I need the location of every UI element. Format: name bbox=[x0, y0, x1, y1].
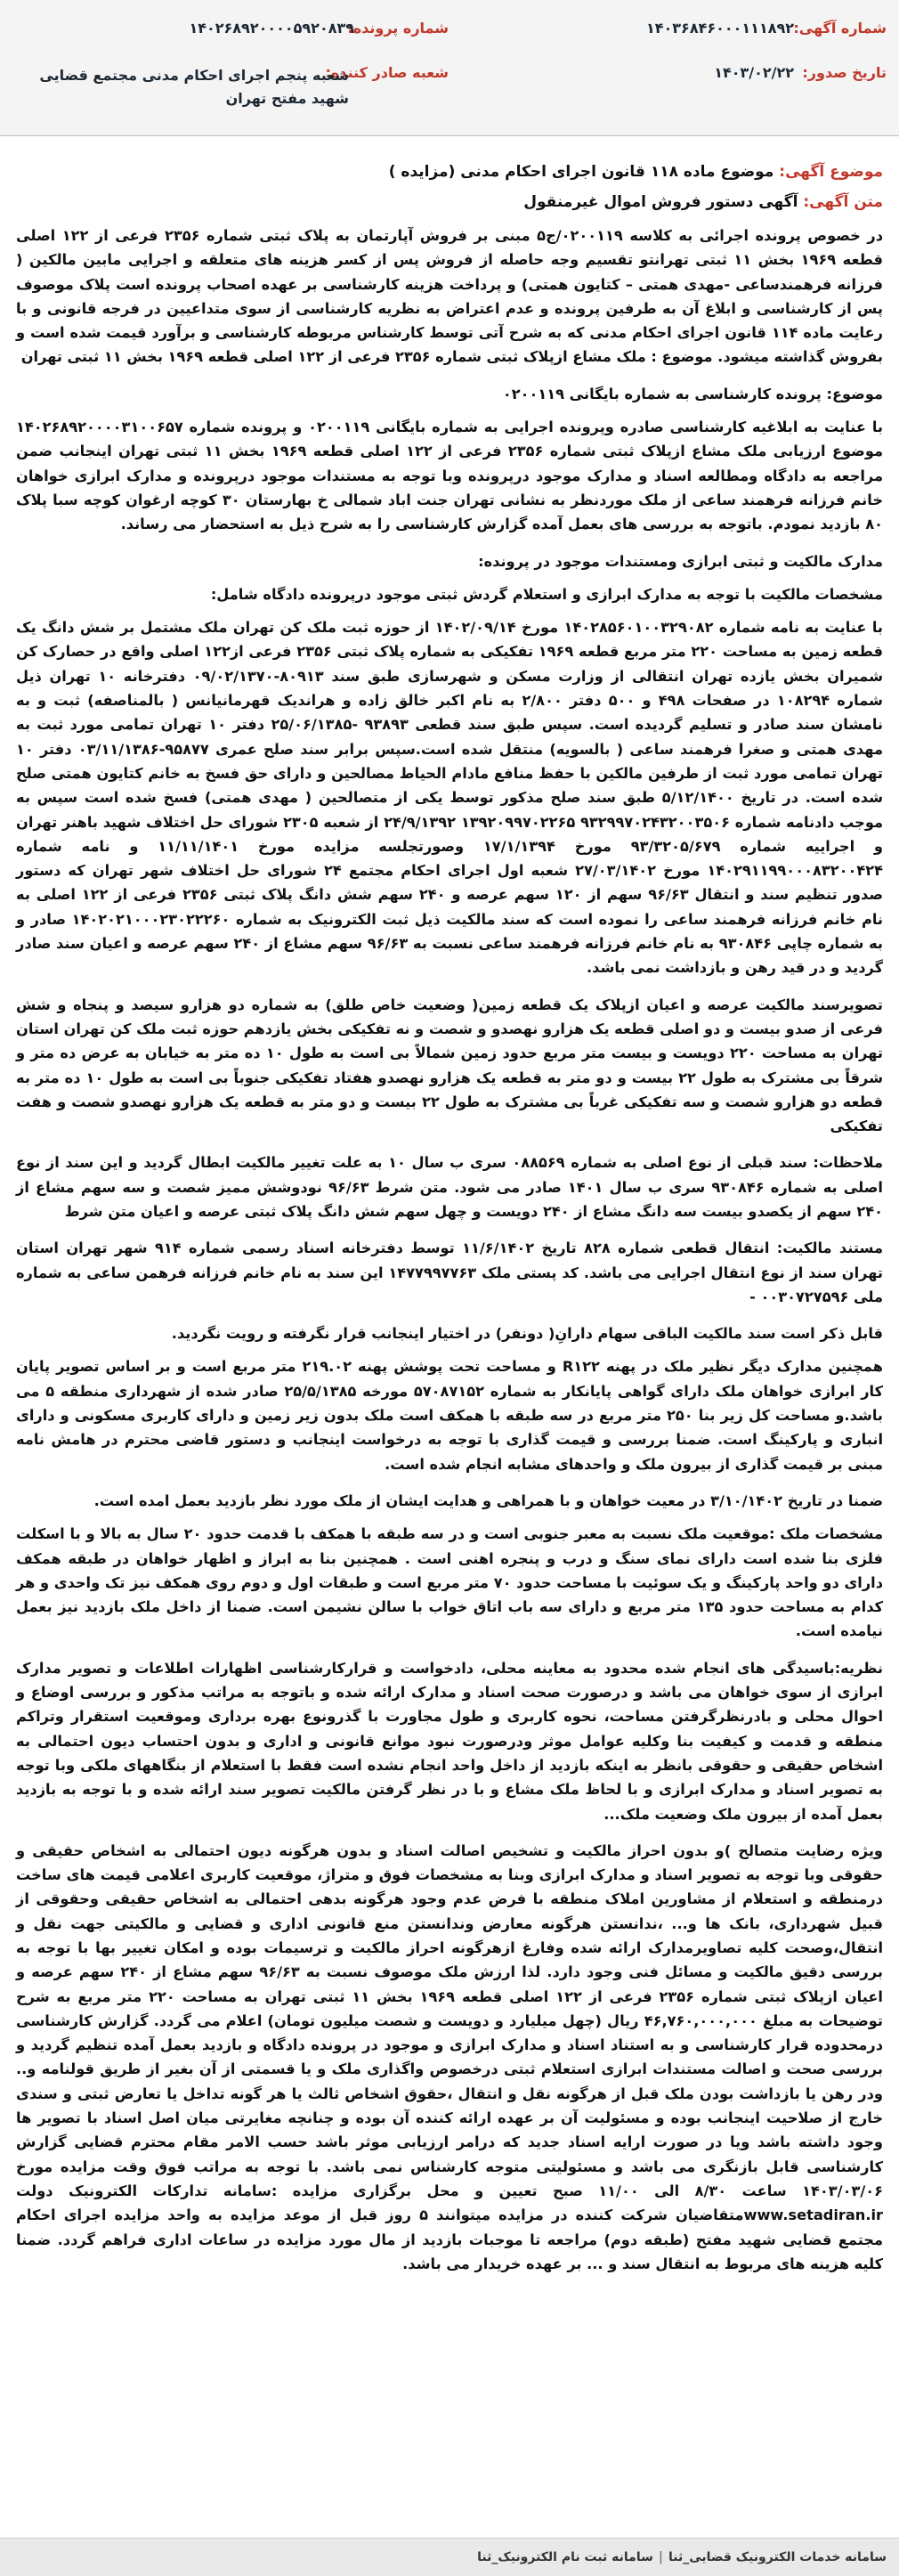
ad-number-label: شماره آگهی: bbox=[793, 20, 887, 37]
notice-header bbox=[0, 0, 899, 136]
issue-date: ۱۴۰۳/۰۲/۲۲ bbox=[714, 64, 794, 81]
footer-separator: | bbox=[658, 2550, 663, 2564]
body-label: متن آگهی: bbox=[803, 193, 883, 211]
subject-line bbox=[16, 163, 883, 181]
paragraph-documents-heading: مدارک مالکیت و ثبتی ابرازی ومستندات موجود در پرونده: bbox=[478, 552, 883, 570]
paragraph-remarks: ملاحظات: سند قبلی از نوع اصلی به شماره ۰۸۸۵۶۹ سری ب سال ۱۰ به علت تغییر مالکیت ابطال گردید و این سند از نوع اصلی به شماره ۹۳۰۸۴۶ سری ب سال ۱۴۰۱ صادر می شود. متن شرط ۹۶/۶۳ نودوشش ممیز شصت و سه سهم مشاع از ۲۴۰ سهم از یکصدو بیست سه دانگ مشاع از ۲۴۰ دویست و چهل سهم شش دانگ پلاک ثبتی عرصه و اعیان متن شرط bbox=[16, 1154, 883, 1220]
issuer: شعبه پنجم اجرای احکام مدنی مجتمع قضایی شهید مفتح تهران bbox=[39, 67, 349, 107]
subject-label: موضوع آگهی: bbox=[779, 163, 883, 181]
file-number-label: شماره پرونده: bbox=[347, 20, 449, 37]
subject-value: موضوع ماده ۱۱۸ قانون اجرای احکام مدنی (مزایده ) bbox=[388, 163, 774, 181]
issuer-label: شعبه صادر کننده: bbox=[325, 64, 449, 81]
paragraph-opinion: نظریه:باسیدگی های انجام شده محدود به معاینه محلی، دادخواست و قرارکارشناسی اظهارات اطلاعات و تصویر مدارک ابرازی از سوی خواهان می باشد و درصورت صحت اسناد و مدارک ارائه شده و باتوجه به مراتب مذکور و بررسی اوضاع و احوال محلی و بادرنظرگرفتن مساحت، نحوه کاربری و طول مجاورت با گذرونوع بهره برداری وموقعیت استقرار وتراکم منطقه و قدمت و کیفیت بنا وکلیه عوامل موثر ودرصورت نبود موانع قانونی و اداری و بدون احتساب دیون احتمالی به اشخاص حقیقی و حقوقی بانظر به اینکه بازدید از داخل واحد انجام نشده است فقط با استعلام از بنگاههای ملکی وبا توجه به تصویر اسناد و مدارک ابرازی و با لحاظ ملک مشاع و با در نظر گرفتن مالکیت تصویر سند ارائه شده و با توجه به بازدید بعمل آمده از بیرون ملک وضعیت ملک... bbox=[16, 1659, 883, 1823]
paragraph-visit: ضمنا در تاریخ ۳/۱۰/۱۴۰۲ در معیت خواهان و با همراهی و هدایت ایشان از ملک مورد نظر بازدید بعمل امده است. bbox=[93, 1491, 883, 1509]
paragraph-ownership-document: مستند مالکیت: انتقال قطعی شماره ۸۲۸ تاریخ ۱۱/۶/۱۴۰۲ توسط دفترخانه اسناد رسمی شماره ۹۱۴ شهر تهران استان تهران سند از نوع انتقال اجرایی می باشد. کد پستی ملک ۱۴۷۷۹۹۷۷۶۳ این سند به نام خانم فرزانه فرهمن ساعی به شماره ملی ۰۰۳۰۷۲۷۵۹۶ - bbox=[16, 1239, 884, 1305]
file-number: ۱۴۰۲۶۸۹۲۰۰۰۰۵۹۲۰۸۳۹ bbox=[189, 20, 354, 37]
issue-date-label: تاریخ صدور: bbox=[802, 64, 887, 81]
body-title: آگهی دستور فروش اموال غیرمنقول bbox=[523, 193, 798, 211]
paragraph-zoning: همچنین مدارک دیگر نظیر ملک در پهنه R۱۲۲ و مساحت تحت پوشش پهنه ۲۱۹.۰۲ متر مربع است و بر اساس تصویر پایان کار ابرازی خواهان ملک دارای گواهی پایانکار به شماره ۵۷۰۸۷۱۵۲ مورخه ۲۵/۵/۱۳۸۵ صادر شده از شهرداری منطقه ۵ می باشد.و مساحت کل زیر بنا ۲۵۰ متر مربع در سه طبقه با همکف است ملک بدون زیر زمین و دارای کاربری مسکونی و دارای انباری و پارکینگ است. ضمنا بررسی و قیمت گذاری با توجه به درخواست اینجانب و دستور قاضی محترم در هامش نامه مبنی بر قیمت گذاری از بیرون ملک و واحدهای مشابه انجام شده است. bbox=[16, 1358, 883, 1473]
paragraph-valuation: ویژه رضایت متصالح )و بدون احراز مالکیت و تشخیص اصالت اسناد و بدون هرگونه دیون احتمالی به اشخاص حقیقی و حقوقی وبا توجه به تصویر اسناد و مدارک ابرازی وبنا به مشخصات فوق و متراژ، موقعیت کاربری اعلامی قیمت های ساخت درمنطقه و استعلام از مشاورین املاک منطقه با فرض عدم وجود هرگونه بدهی احتمالی به اشخاص حقیقی وحقوقی از قبیل شهرداری، بانک ها و... ،ندانستن هرگونه معارض وندانستن منع قانونی اداری و قضایی و مالکیتی جهت نقل و انتقال،وصحت کلیه تصاویرمدارک ارائه شده وفارغ ازهرگونه احراز مالکیت و ترسیمات بوده و امکان تغییر بها با توجه به بررسی دقیق مالکیت و مسائل فنی وجود دارد. لذا ارزش ملک موصوف نسبت به ۹۶/۶۳ سهم مشاع از ۲۴۰ سهم عرصه و اعیان ازپلاک ثبتی شماره ۲۳۵۶ فرعی از ۱۲۲ اصلی قطعه ۱۹۶۹ بخش ۱۱ ثبتی تهران به مساحت ۲۲۰ متر مربع به شرح توضیحات به مبلغ ۴۶,۷۶۰,۰۰۰,۰۰۰ ریال (چهل میلیارد و دویست و شصت میلیون تومان) اعلام می گردد. گزارش کارشناسی درمحدوده قرار کارشناسی و به استناد اسناد و مدارک ابرازی و موجود در پرونده دادگاه و بازدید بعمل آمده تنظیم گردید و بررسی صحت و اصالت مستندات ابرازی استعلام ثبتی درخصوص واگذاری ملک و یا قسمتی از آن بغیر از طریق قولنامه و.. ودر رهن یا بازداشت بودن ملک قبل از هرگونه نقل و انتقال ،حقوق اشخاص ثالث یا هر گونه تداخل یا تعارض ثبتی و سندی خارج از صلاحیت اینجانب بوده و مسئولیت آن بر عهده ارائه کننده آن بوده و چنانچه مغایرتی میان اصل اسناد با تصویر ها وجود داشته باشد ویا در صورت ارایه اسناد جدید که درامر ارزیابی موثر باشد حسب الامر مقام محترم قضایی گزارش کارشناسی قابل بازنگری می باشد و مسئولیتی متوجه کارشناس نمی باشد. با توجه به مراتب فوق وقت مزایده مورخ ۱۴۰۳/۰۳/۰۶ ساعت ۸/۳۰ الی ۱۱/۰۰ صبح تعیین و محل برگزاری مزایده :سامانه تدارکات الکترونیک دولت www.setadiran.irمتقاضیان شرکت کننده در مزایده میتوانند ۵ روز قبل از موعد مزایده به واحد مزایده اجرای احکام مجتمع قضایی شهید مفتح (طبقه دوم) مراجعه تا موجبات بازدید از مال مورد مزایده در ساعات اداری فراهم گردد. ضمنا کلیه هزینه های مربوط به انتقال سند و ... بر عهده خریدار می باشد. bbox=[16, 1841, 884, 2272]
paragraph-assignment: با عنایت به ابلاغیه کارشناسی صادره وپرونده اجرایی به شماره بایگانی ۰۲۰۰۱۱۹ و پرونده شماره ۱۴۰۲۶۸۹۲۰۰۰۰۳۱۰۰۶۵۷ موضوع ارزیابی ملک مشاع ازپلاک ثبتی شماره ۲۳۵۶ فرعی از ۱۲۲ اصلی قطعه ۱۹۶۹ بخش ۱۱ ثبتی تهران اینجانب ضمن مراجعه به دادگاه ومطالعه اسناد و مدارک موجود درپرونده وبا توجه به مستندات موجود درپرونده و مدارک ابرازی خواهان خانم فرزانه فرهمند ساعی از ملک موردنظر به نشانی تهران جنت اباد شمالی خ بهارستان ۳۰ کوچه ارغوان کوچه سبا پلاک ۸۰ بازدید نمودم. باتوجه به بررسی های بعمل آمده گزارش کارشناسی را به شرح ذیل به استحضار می رساند. bbox=[16, 418, 883, 533]
paragraph-deed-image: تصویرسند مالکیت عرصه و اعیان ازپلاک یک قطعه زمین( وضعیت خاص طلق) به شماره دو هزارو سیصد و پنجاه و شش فرعی از صدو بیست و دو اصلی قطعه یک هزارو نهصدو و شصت و نه تفکیکی بخش یازدهم حوزه ثبت ملک کن تهران استان تهران به مساحت ۲۲۰ دویست و بیست متر مربع حدود زمین شمالاً بی است به طول ۱۰ ده متر به خیابان به عرض ده متر و شرقاً بی مشترک به طول ۲۲ بیست و دو متر به قطعه یک هزارو نهصدو هفتاد تفکیکی جنوباً بی است به طول ۱۰ ده متر به قطعه دو هزارو شصت و سه تفکیکی غرباً بی مشترک به طول ۲۲ بیست و دو متر به قطعه یک هزارو نهصدو شصت و هفت تفکیکی bbox=[16, 995, 883, 1135]
paragraph-ownership-heading: مشخصات مالکیت با توجه به مدارک ابرازی و استعلام گردش ثبتی موجود درپرونده دادگاه شامل: bbox=[210, 585, 883, 603]
paragraph-ownership-details: با عنایت به نامه شماره ۱۴۰۲۸۵۶۰۱۰۰۳۲۹۰۸۲ مورخ ۱۴۰۲/۰۹/۱۴ از حوزه ثبت ملک کن تهران ملک مشتمل بر شش دانگ یک قطعه زمین به مساحت ۲۲۰ متر مربع قطعه ۱۹۶۹ تفکیکی به شماره پلاک ثبتی ۲۳۵۶ فرعی از۱۲۲ اصلی واقع در حصارک کن شمیران بخش یازده تهران انتقالی از وزارت مسکن و شهرسازی طبق سند ۸۰۹۱۳-۰۹/۰۲/۱۳۷۰ دفترخانه ۱۰ تهران ذیل شماره ۱۰۸۲۹۴ در صفحات ۴۹۸ و ۵۰۰ دفتر ۲/۸۰۰ به نام اکبر خالق زاده و هرانديک قهرمانیانس ( بالمناصفه) ثبت و به نامشان سند صادر و تسليم گرديده است. سپس طبق سند قطعی ۹۳۸۹۳ -۲۵/۰۶/۱۳۸۵ دفتر ۱۰ تهران تمامی مورد ثبت به مهدی همتی و صغرا فرهمند ساعی ( بالسویه) منتقل شده است.سپس برابر سند صلح عمری ۹۵۸۷۷-۰۳/۱۱/۱۳۸۶ دفتر ۱۰ تهران تمامی مورد ثبت از طرفین مالکین با حفظ منافع مادام الحیاط مصالحین و دارای حق فسخ به خانم کتایون همتی صلح شده است. در تاریخ ۵/۱۲/۱۴۰۰ طبق سند صلح مذکور توسط یکی از متصالحین ( مهدی همتی) فسخ شده است سپس به موجب دادنامه شماره ۹۳۲۹۹۷۰۲۴۳۲۰۰۳۵۰۶ ۱۳۹۲۰۹۹۷۰۲۲۶۵ ۲۴/۹/۱۳۹۲ از شعبه ۲۳۰۵ شورای حل اختلاف شهید باهنر تهران و اجراییه شماره ۹۳/۳۲۰۵/۶۷۹ مورخ ۱۷/۱/۱۳۹۴ وصورتجلسه مزایده مورخ ۱۱/۱۱/۱۴۰۱ و نامه شماره ۱۴۰۲۹۱۱۹۹۰۰۰۸۳۲۰۰۴۲۴ مورخ ۲۷/۰۳/۱۴۰۲ شعبه اول اجرای احکام مجتمع ۲۴ شورای حل اختلاف شهر تهران که دستور صدور تنظیم سند و انتقال ۹۶/۶۳ سهم از ۱۲۰ سهم عرصه و ۲۴۰ سهم شش دانگ پلاک ثبتی ۲۳۵۶ فرعی از ۱۲۲ اصلی به نام خانم فرزانه فرهمند ساعی را نموده است که سند مالکیت ذیل ثبت الکترونیک به شماره ۱۴۰۲۰۲۱۰۰۰۲۳۰۲۲۲۶۰ صادر و به شماره چاپی ۹۳۰۸۴۶ به نام خانم فرزانه فرهمند ساعی نسبت به ۹۶/۶۳ سهم مشاع از ۲۴۰ سهم عرصه و اعیان سند صادر گردید و در قید رهن و بازداشت نمی باشد. bbox=[16, 619, 884, 977]
paragraph-property-specs: مشخصات ملک :موقعیت ملک نسبت به معبر جنوبی است و در سه طبقه با همکف با قدمت حدود ۲۰ سال به بالا و با اسکلت فلزی بنا شده است دارای نمای سنگ و درب و پنجره اهنی است . همچنین بنا به ابراز و اظهار خواهان در طبقه همکف دارای دو واحد پارکینگ و یک سوئیت با مساحت حدود ۷۰ متر مربع است و طبقات اول و دوم روی همکف نیز تک واحدی و هر کدام به مساحت حدود ۱۳۵ متر مربع و دارای سه باب اتاق خواب با سالن نشیمن است. ضمنا از داخل ملک بازدید نیز بعمل نیامده است. bbox=[16, 1525, 884, 1640]
page-footer bbox=[0, 2538, 899, 2576]
footer-site-section[interactable]: سامانه ثبت نام الکترونیک_ثنا bbox=[477, 2550, 653, 2564]
body-label-line bbox=[16, 193, 883, 211]
notice-content bbox=[0, 136, 899, 2276]
footer-site-name[interactable]: سامانه خدمات الکترونیک قضایی_ثنا bbox=[668, 2550, 887, 2564]
paragraph-subject: موضوع: پرونده کارشناسی به شماره بایگانی ۰۲۰۰۱۱۹ bbox=[502, 385, 883, 402]
ad-number: ۱۴۰۳۶۸۴۶۰۰۰۱۱۱۸۹۲ bbox=[645, 20, 794, 37]
paragraph-intro: در خصوص پرونده اجرائی به کلاسه ۰۲۰۰۱۱۹/ج۵ مبنی بر فروش آپارتمان به پلاک ثبتی شماره ۲۳۵۶ فرعی از ۱۲۲ اصلی قطعه ۱۹۶۹ بخش ۱۱ ثبتی تهرانتو تقسیم وجه حاصله از فروش پس از کسر هزینه های متعلقه و اجرایی مابین مالکین ( فرزانه فرهمندساعی -مهدی همتی – کتایون همتی) و پرداخت هزینه کارشناسی بر عهده اصحاب پرونده است پلاک موصوف پس از کارشناسی و ابلاغ آن به طرفین پرونده و عدم اعتراض به نظریه کارشناسی از سوی متداعیین در فرجه قانونی و با رعایت ماده ۱۱۴ قانون اجرای احکام مدنی که به شرح آتی توسط کارشناس مربوطه کارشناسی و برآورد قیمت شده است و بفروش گذاشته میشود. موضوع : ملک مشاع ازپلاک ثبتی شماره ۲۳۵۶ فرعی از ۱۲۲ اصلی قطعه ۱۹۶۹ بخش ۱۱ ثبتی تهران bbox=[16, 227, 884, 366]
paragraph-other-owners: قابل ذکر است سند مالکیت الباقی سهام دارانِ( دونفر) در اختیار اینجانب قرار نگرفته و رویت نگردید. bbox=[171, 1325, 883, 1343]
